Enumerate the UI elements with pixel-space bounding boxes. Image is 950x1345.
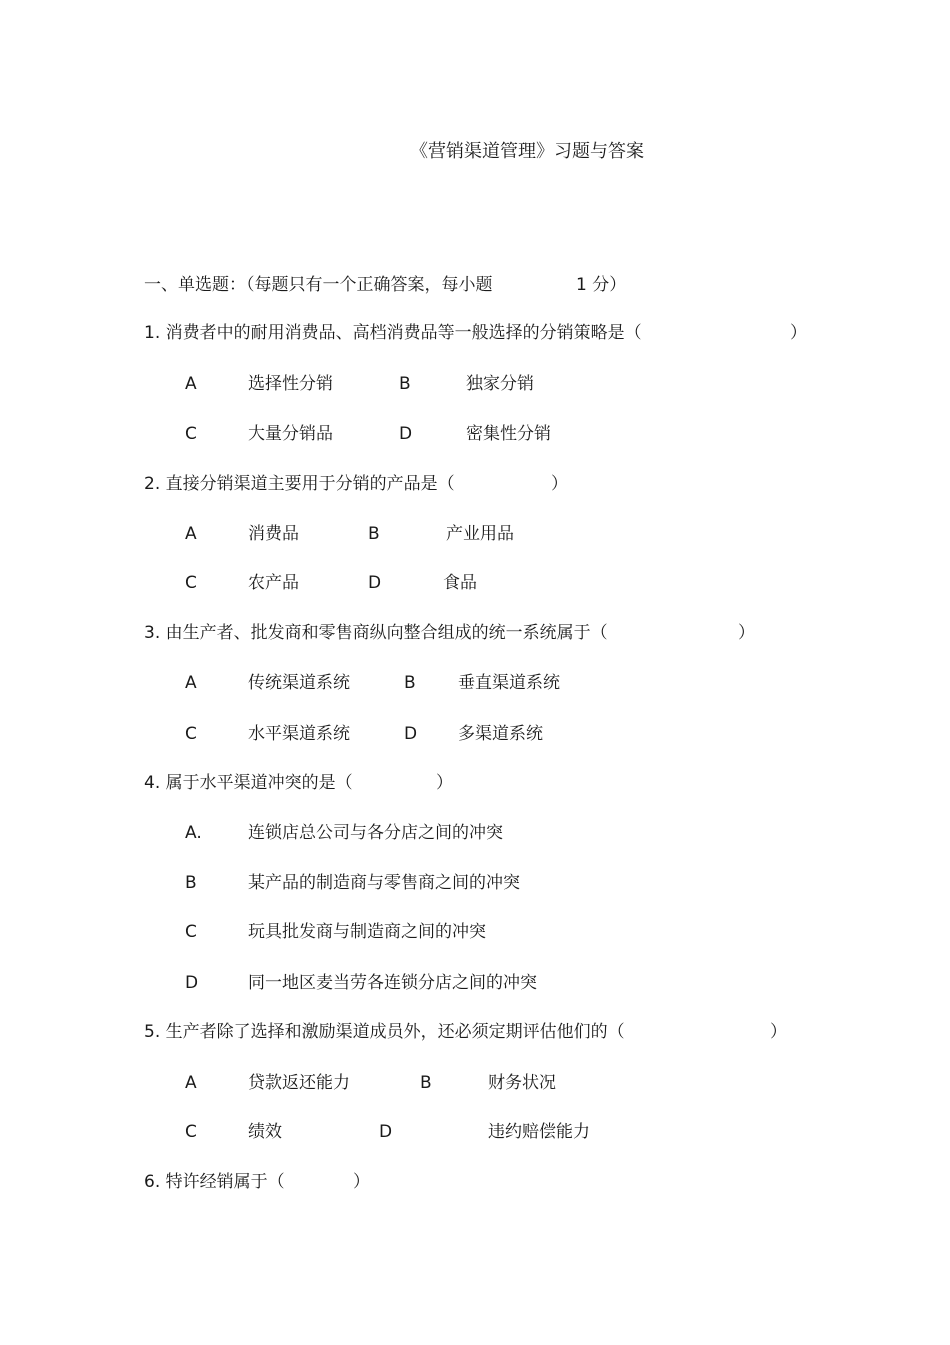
q2-option-d-text: 食品 [443, 573, 477, 593]
q5-option-a-letter: A [185, 1073, 197, 1093]
q5-option-b-letter: B [420, 1073, 432, 1093]
section-header [144, 273, 493, 297]
q2-option-b-text: 产业用品 [446, 524, 514, 544]
question-4-close: ） [436, 773, 453, 793]
q4-option-c-letter: C [185, 922, 197, 942]
section-score: 1 分） [576, 275, 627, 295]
q3-option-b-letter: B [404, 673, 416, 693]
q3-option-a-text: 传统渠道系统 [248, 673, 350, 693]
q3-option-a-letter: A [185, 673, 197, 693]
q4-option-d-letter: D [185, 973, 199, 993]
question-6-close: ） [353, 1172, 370, 1192]
question-5-close: ） [770, 1022, 787, 1042]
q1-option-c-text: 大量分销品 [248, 424, 333, 444]
q3-option-c-text: 水平渠道系统 [248, 724, 350, 744]
question-2-close: ） [551, 474, 568, 494]
question-3-stem: 3. 由生产者、批发商和零售商纵向整合组成的统一系统属于（ [144, 623, 608, 643]
question-3-close: ） [738, 623, 755, 643]
q2-option-d-letter: D [368, 573, 382, 593]
question-5-stem: 5. 生产者除了选择和激励渠道成员外，还必须定期评估他们的（ [144, 1022, 625, 1042]
q4-option-b-text: 某产品的制造商与零售商之间的冲突 [248, 873, 520, 893]
question-6-stem: 6. 特许经销属于（ [144, 1172, 285, 1192]
q5-option-c-letter: C [185, 1122, 197, 1142]
q1-option-a-text: 选择性分销 [248, 374, 333, 394]
q2-option-c-letter: C [185, 573, 197, 593]
q5-option-a-text: 贷款返还能力 [248, 1073, 350, 1093]
section-header-text: 一、单选题：（每题只有一个正确答案，每小题 [144, 275, 493, 295]
q3-option-d-letter: D [404, 724, 418, 744]
q2-option-a-letter: A [185, 524, 197, 544]
q4-option-d-text: 同一地区麦当劳各连锁分店之间的冲突 [248, 973, 537, 993]
question-2-stem: 2. 直接分销渠道主要用于分销的产品是（ [144, 474, 455, 494]
q4-option-a-text: 连锁店总公司与各分店之间的冲突 [248, 823, 503, 843]
q4-option-a-letter: A. [185, 823, 202, 843]
q1-option-a-letter: A [185, 374, 197, 394]
q2-option-c-text: 农产品 [248, 573, 299, 593]
q5-option-c-text: 绩效 [248, 1122, 282, 1142]
q5-option-d-letter: D [379, 1122, 393, 1142]
q1-option-d-text: 密集性分销 [466, 424, 551, 444]
q1-option-b-letter: B [399, 374, 411, 394]
q1-option-c-letter: C [185, 424, 197, 444]
q2-option-a-text: 消费品 [248, 524, 299, 544]
q2-option-b-letter: B [368, 524, 380, 544]
q4-option-b-letter: B [185, 873, 197, 893]
q3-option-b-text: 垂直渠道系统 [458, 673, 560, 693]
q3-option-c-letter: C [185, 724, 197, 744]
question-4-stem: 4. 属于水平渠道冲突的是（ [144, 773, 353, 793]
question-1-stem: 1. 消费者中的耐用消费品、高档消费品等一般选择的分销策略是（ [144, 323, 642, 343]
q5-option-b-text: 财务状况 [488, 1073, 556, 1093]
q1-option-b-text: 独家分销 [466, 374, 534, 394]
q5-option-d-text: 违约赔偿能力 [488, 1122, 590, 1142]
q4-option-c-text: 玩具批发商与制造商之间的冲突 [248, 922, 486, 942]
question-1-close: ） [790, 323, 807, 343]
q3-option-d-text: 多渠道系统 [458, 724, 543, 744]
document-title: 《营销渠道管理》习题与答案 [410, 141, 644, 162]
q1-option-d-letter: D [399, 424, 413, 444]
